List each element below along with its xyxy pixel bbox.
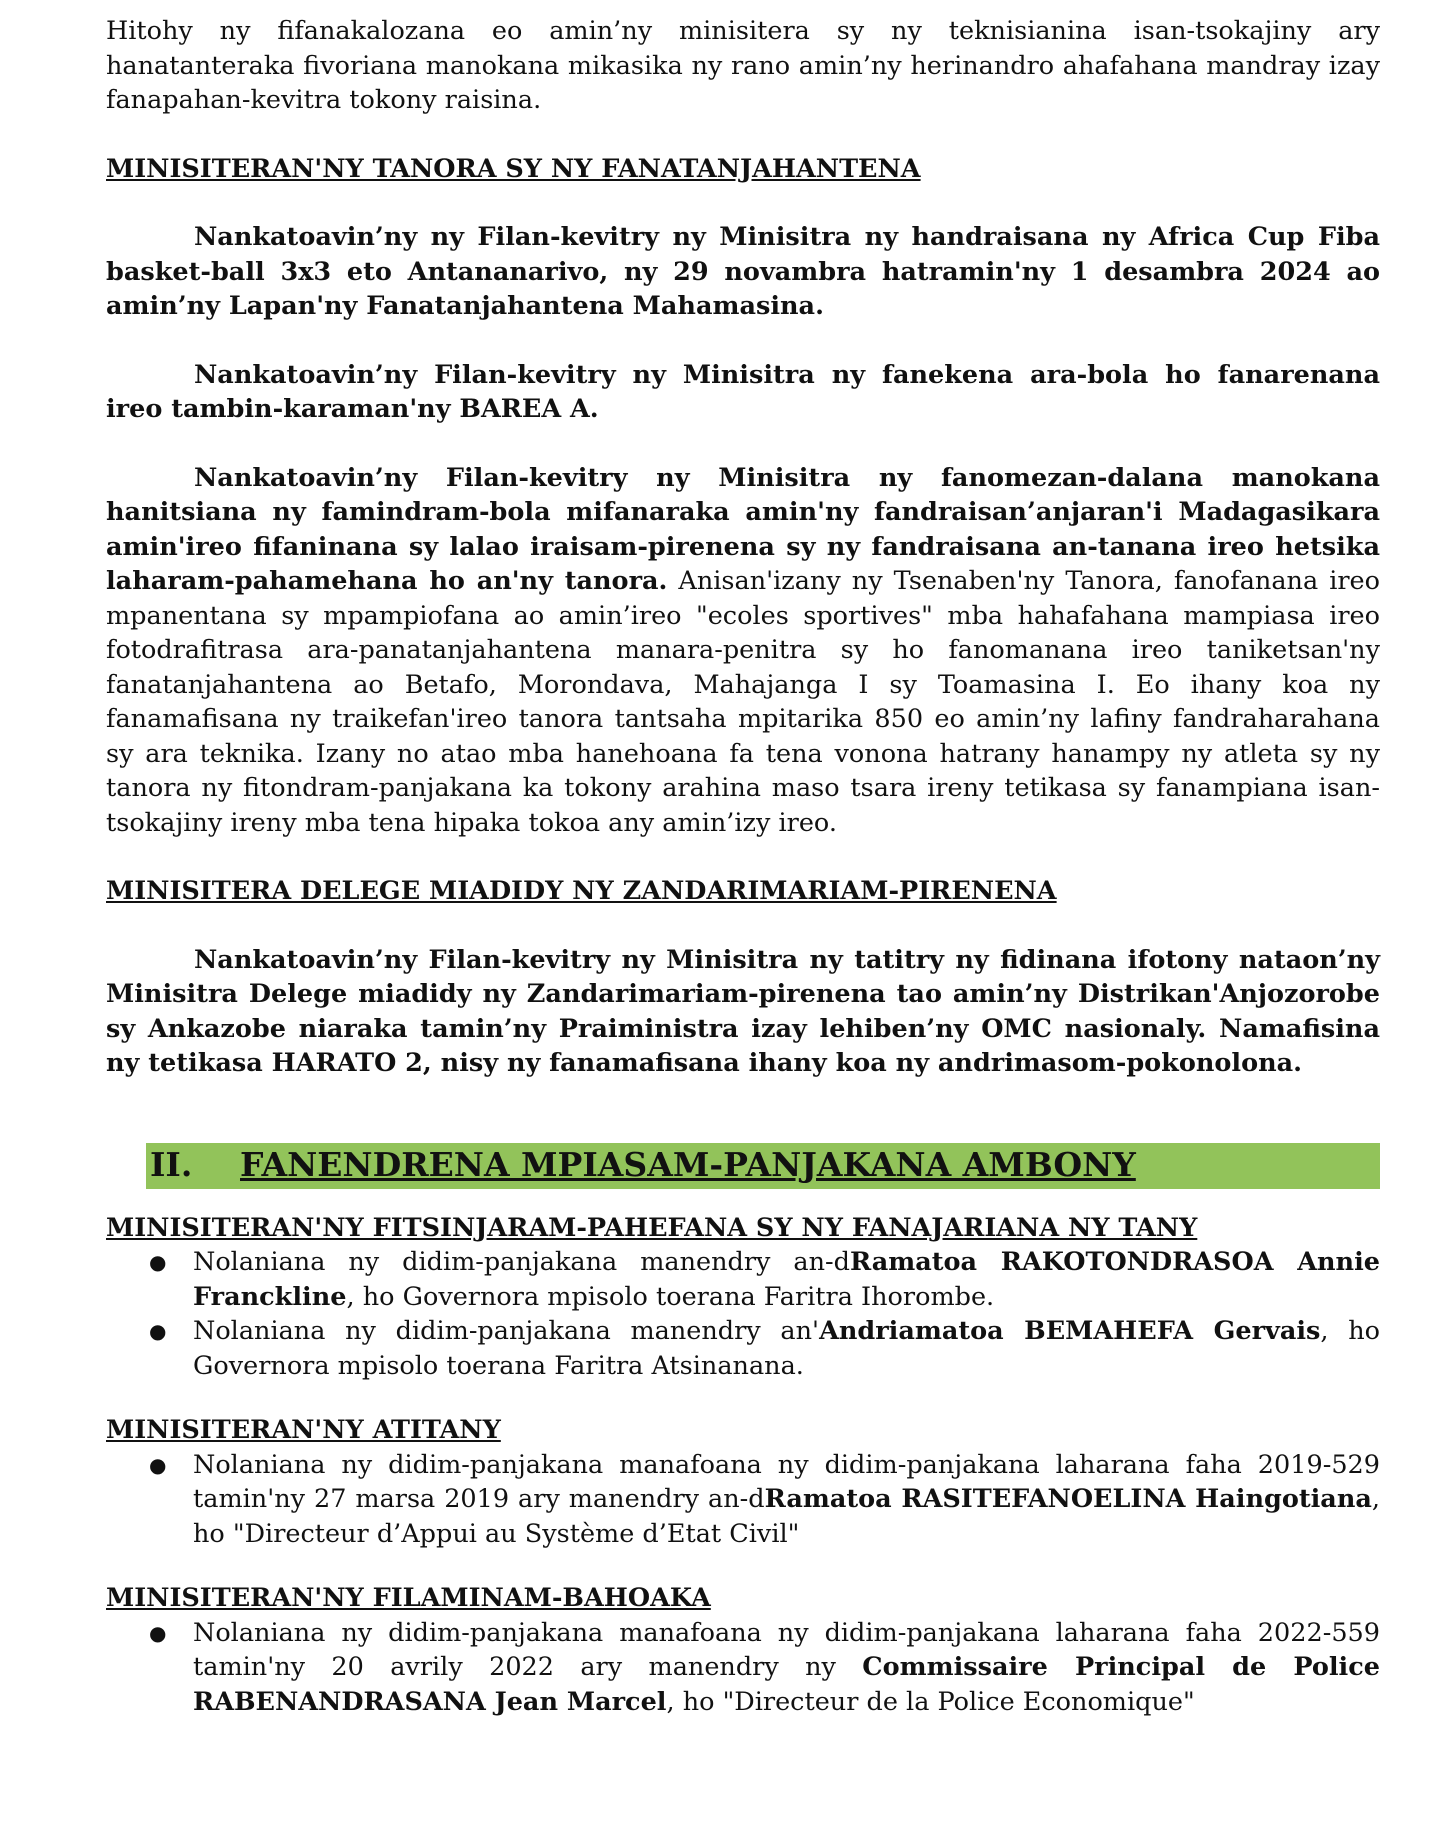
section-title: FANENDRENA MPIASAM-PANJAKANA AMBONY [240,1145,1136,1185]
bullet-icon: ● [149,1620,167,1645]
list-item: ● Nolaniana ny didim-panjakana manafoana ny didim-panjakana laharana faha 2022-559 tamin'ny 20 avrily 2022 ary manendry ny Commissaire Principal de Police RABENANDRASANA Jean Marcel, ho "Directeur de la Police Economique" [149,1617,1380,1717]
appointee-name: Andriamatoa BEMAHEFA Gervais [819,1316,1321,1346]
section-heading-appointments [146,1143,1380,1189]
heading-ministry-decentralization: MINISITERAN'NY FITSINJARAM-PAHEFANA SY NY FANAJARIANA NY TANY [106,1212,1198,1243]
paragraph-youth-funds-rest: Anisan'izany ny Tsenaben'ny Tanora, fanofanana ireo mpanentana sy mpampiofana ao amin’ireo "ecoles sportives" mba hahafahana mampiasa ireo fotodrafitrasa ara-panatanjahantena manara-penitra sy ho fanomanana ireo taniketsan'ny fanatanjahantena ao Betafo, Morondava, Mahajanga I sy Toamasina I. Eo ihany koa ny fanamafisana ny traikefan'ireo tanora tantsaha mpitarika 850 eo amin’ny lafiny fandraharahana sy ara teknika. Izany no atao mba hanehoana fa tena vonona hatrany hanampy ny atleta sy ny tanora ny fitondram-panjakana ka tokony arahina maso tsara ireny tetikasa sy fanampiana isan-tsokajiny ireny mba tena hipaka tokoa any amin’izy ireo. [106,566,1380,838]
document-page [106,14,1380,1719]
paragraph-youth-funds-bold: Nankatoavin’ny Filan-kevitry ny Minisitra ny fanomezan-dalana manokana hanitsiana ny famindram-bola mifanaraka amin'ny fandraisan’anjaran'i Madagasikara amin'ireo fifaninana sy lalao iraisam-pirenena sy ny fandraisana an-tanana ireo hetsika laharam-pahamehana ho an'ny tanora. [106,462,1380,596]
intro-paragraph: Hitohy ny fifanakalozana eo amin’ny minisitera sy ny teknisianina isan-tsokajiny ary hanatanteraka fivoriana manokana mikasika ny rano amin’ny herinandro ahafahana mandray izay fanapahan-kevitra tokony raisina. [106,16,1380,115]
list-item: ● Nolaniana ny didim-panjakana manendry an'Andriamatoa BEMAHEFA Gervais, ho Governora mpisolo toerana Faritra Atsinanana. [149,1316,1380,1381]
bullet-icon: ● [149,1250,167,1274]
paragraph-youth-funds [106,461,1380,841]
section-number: II. [150,1145,193,1185]
list-item: ● Nolaniana ny didim-panjakana manafoana ny didim-panjakana laharana faha 2019-529 tamin'ny 27 marsa 2019 ary manendry an-dRamatoa RASITEFANOELINA Haingotiana, ho "Directeur d’Appui au Système d’Etat Civil" [149,1449,1380,1549]
bullet-icon: ● [149,1452,167,1477]
bullet-icon: ● [149,1319,167,1343]
appointee-name: Commissaire Principal de Police RABENANDRASANA Jean Marcel [193,1652,1380,1717]
appointee-name: Ramatoa RASITEFANOELINA Haingotiana [764,1484,1372,1514]
list-decentralization [106,1245,1380,1383]
heading-ministry-public-security: MINISITERAN'NY FILAMINAM-BAHOAKA [106,1583,711,1613]
paragraph-africa-cup: Nankatoavin’ny ny Filan-kevitry ny Minisitra ny handraisana ny Africa Cup Fiba basket-ball 3x3 eto Antananarivo, ny 29 novambra hatramin'ny 1 desambra 2024 ao amin’ny Lapan'ny Fanatanjahantena Mahamasina. [106,222,1380,321]
paragraph-barea: Nankatoavin’ny Filan-kevitry ny Minisitra ny fanekena ara-bola ho fanarenana ireo tambin-karaman'ny BAREA A. [106,359,1380,424]
appointee-name: Ramatoa RAKOTONDRASOA Annie Franckline [193,1247,1380,1312]
list-interior [106,1448,1380,1552]
list-item: ● Nolaniana ny didim-panjakana manendry an-dRamatoa RAKOTONDRASOA Annie Franckline, ho Governora mpisolo toerana Faritra Ihorombe. [149,1247,1380,1312]
heading-ministry-youth: MINISITERAN'NY TANORA SY NY FANATANJAHANTENA [106,153,921,184]
paragraph-gendarmerie: Nankatoavin’ny Filan-kevitry ny Minisitra ny tatitry ny fidinana ifotony nataon’ny Minisitra Delege miadidy ny Zandarimariam-pirenena tao amin’ny Distrikan'Anjozorobe sy Ankazobe niaraka tamin’ny Praiministra izay lehiben’ny OMC nasionaly. Namafisina ny tetikasa HARATO 2, nisy ny fanamafisana ihany koa ny andrimasom-pokonolona. [106,944,1380,1078]
heading-ministry-gendarmerie: MINISITERA DELEGE MIADIDY NY ZANDARIMARIAM-PIRENENA [106,876,1057,906]
heading-ministry-interior: MINISITERAN'NY ATITANY [106,1415,501,1445]
list-public-security [106,1616,1380,1720]
